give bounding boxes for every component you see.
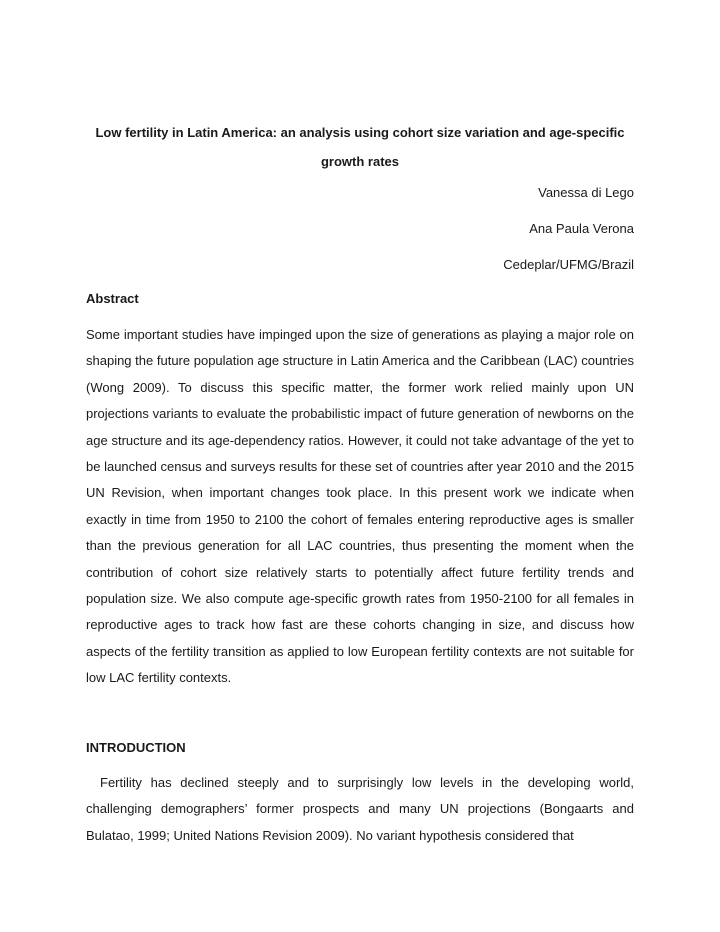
author-1: Vanessa di Lego [538,185,634,200]
introduction-heading: INTRODUCTION [86,740,186,755]
affiliation: Cedeplar/UFMG/Brazil [503,257,634,272]
abstract-text: Some important studies have impinged upon the size of generations as playing a major role on shaping the future population age structure in Latin America and the Caribbean (LAC) countries (Wong 2009). To discuss this specific matter, the former work relied mainly upon UN projections variants to evaluate the probabilistic impact of future generation of newborns on the age structure and its age-dependency ratios. However, it could not take advantage of the yet to be launched census and surveys results for these set of countries after year 2010 and the 2015 UN Revision, when important changes took place. In this present work we indicate when exactly in time from 1950 to 2100 the cohort of females entering reproductive ages is smaller than the previous generation for all LAC countries, thus presenting the moment when the contribution of cohort size relatively starts to potentially affect future fertility trends and population size. We also compute age-specific growth rates from 1950-2100 for all females in reproductive ages to track how fast are these cohorts changing in size, and discuss how aspects of the fertility transition as applied to low European fertility contexts are not suitable for low LAC fertility contexts. [86,327,634,686]
paper-title: Low fertility in Latin America: an analysis using cohort size variation and age-specific growth rates [95,125,625,169]
abstract-heading: Abstract [86,291,139,306]
author-2: Ana Paula Verona [529,221,634,236]
introduction-text: Fertility has declined steeply and to surprisingly low levels in the developing world, challenging demographers’ former prospects and many UN projections (Bongaarts and Bulatao, 1999; United Nations Revision 2009). No variant hypothesis considered that [86,775,634,843]
